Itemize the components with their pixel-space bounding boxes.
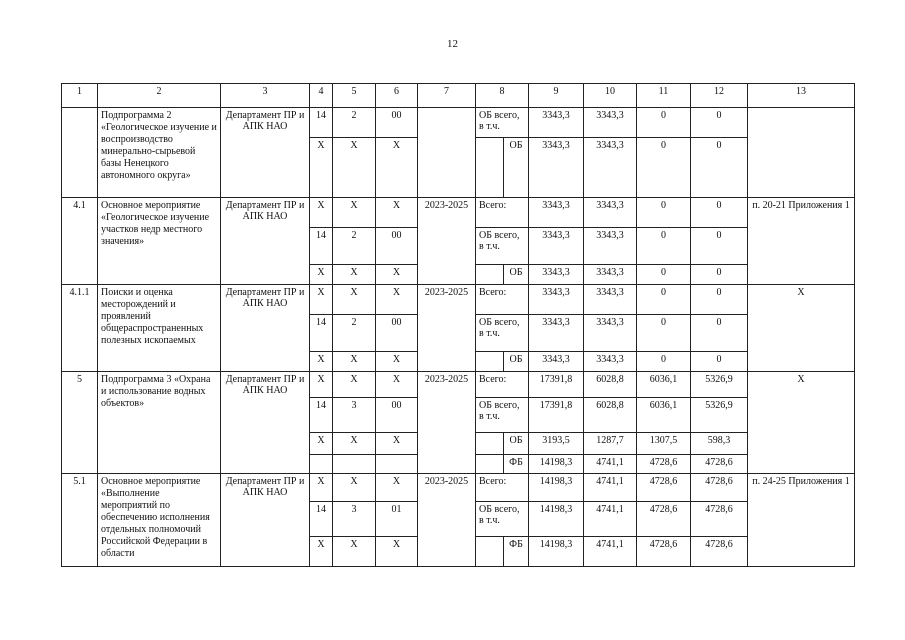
value-2024: 1307,5 <box>637 433 691 455</box>
code-cell: Х <box>333 198 376 228</box>
value-2023: 4741,1 <box>584 537 637 567</box>
code-cell: 14 <box>310 228 333 265</box>
table-row <box>62 198 855 228</box>
value-2023: 3343,3 <box>584 198 637 228</box>
value-total: 14198,3 <box>529 502 584 537</box>
code-cell: Х <box>376 474 418 502</box>
finance-source-empty <box>476 537 504 567</box>
code-cell <box>310 455 333 474</box>
col-header-4: 4 <box>310 84 333 108</box>
col-header-8: 8 <box>476 84 529 108</box>
value-total: 17391,8 <box>529 398 584 433</box>
code-cell: Х <box>333 433 376 455</box>
value-2025: 0 <box>691 352 748 372</box>
code-cell <box>333 455 376 474</box>
value-2025: 4728,6 <box>691 474 748 502</box>
finance-source-sub: ФБ <box>504 455 529 474</box>
value-total: 3343,3 <box>529 285 584 315</box>
code-cell: 00 <box>376 315 418 352</box>
value-2025: 0 <box>691 228 748 265</box>
finance-source: ОБ всего, в т.ч. <box>476 108 529 138</box>
code-cell: Х <box>310 474 333 502</box>
finance-source-sub: ОБ <box>504 433 529 455</box>
value-2024: 0 <box>637 352 691 372</box>
code-cell: 2 <box>333 315 376 352</box>
value-2024: 0 <box>637 198 691 228</box>
value-total: 14198,3 <box>529 537 584 567</box>
value-2024: 4728,6 <box>637 474 691 502</box>
reference-note: Х <box>748 285 855 372</box>
code-cell: Х <box>310 372 333 398</box>
value-total: 14198,3 <box>529 474 584 502</box>
value-2024: 6036,1 <box>637 372 691 398</box>
code-cell: Х <box>376 198 418 228</box>
table-row <box>62 285 855 315</box>
col-header-5: 5 <box>333 84 376 108</box>
event-name: Основное мероприятие «Геологическое изучение участков недр местного значения» <box>98 198 221 285</box>
department: Департамент ПР и АПК НАО <box>221 198 310 285</box>
event-name: Подпрограмма 3 «Охрана и использование водных объектов» <box>98 372 221 474</box>
code-cell: 2 <box>333 228 376 265</box>
finance-source: Всего: <box>476 285 529 315</box>
page-number: 12 <box>447 38 458 50</box>
code-cell: Х <box>310 537 333 567</box>
row-number: 4.1.1 <box>62 285 98 372</box>
value-2023: 4741,1 <box>584 502 637 537</box>
code-cell: Х <box>376 537 418 567</box>
code-cell: 00 <box>376 228 418 265</box>
value-2024: 0 <box>637 228 691 265</box>
code-cell: 14 <box>310 502 333 537</box>
department: Департамент ПР и АПК НАО <box>221 474 310 567</box>
col-header-9: 9 <box>529 84 584 108</box>
value-2023: 3343,3 <box>584 108 637 138</box>
value-2024: 4728,6 <box>637 502 691 537</box>
code-cell: 14 <box>310 398 333 433</box>
value-2024: 4728,6 <box>637 455 691 474</box>
value-2023: 3343,3 <box>584 315 637 352</box>
code-cell: Х <box>333 285 376 315</box>
col-header-6: 6 <box>376 84 418 108</box>
program-table <box>61 83 855 567</box>
value-2023: 4741,1 <box>584 455 637 474</box>
code-cell: Х <box>310 285 333 315</box>
code-cell: Х <box>376 352 418 372</box>
table-row <box>62 474 855 502</box>
code-cell <box>376 455 418 474</box>
code-cell: 14 <box>310 108 333 138</box>
value-2024: 4728,6 <box>637 537 691 567</box>
value-total: 3343,3 <box>529 228 584 265</box>
row-number: 4.1 <box>62 198 98 285</box>
value-2025: 4728,6 <box>691 455 748 474</box>
value-2025: 0 <box>691 138 748 198</box>
period: 2023-2025 <box>418 372 476 474</box>
code-cell: 14 <box>310 315 333 352</box>
finance-source-empty <box>476 352 504 372</box>
code-cell: 3 <box>333 502 376 537</box>
row-number <box>62 108 98 198</box>
finance-source: ОБ всего, в т.ч. <box>476 228 529 265</box>
value-2023: 6028,8 <box>584 372 637 398</box>
value-2023: 3343,3 <box>584 265 637 285</box>
code-cell: Х <box>376 372 418 398</box>
value-2023: 3343,3 <box>584 228 637 265</box>
col-header-11: 11 <box>637 84 691 108</box>
value-2023: 1287,7 <box>584 433 637 455</box>
table-row <box>62 108 855 138</box>
value-total: 3343,3 <box>529 315 584 352</box>
value-total: 17391,8 <box>529 372 584 398</box>
value-2023: 4741,1 <box>584 474 637 502</box>
value-2025: 5326,9 <box>691 398 748 433</box>
finance-source-sub: ОБ <box>504 265 529 285</box>
value-2025: 5326,9 <box>691 372 748 398</box>
value-total: 3343,3 <box>529 352 584 372</box>
department: Департамент ПР и АПК НАО <box>221 372 310 474</box>
value-2024: 0 <box>637 265 691 285</box>
code-cell: Х <box>310 198 333 228</box>
value-2023: 3343,3 <box>584 285 637 315</box>
row-number: 5.1 <box>62 474 98 567</box>
value-2024: 0 <box>637 285 691 315</box>
col-header-10: 10 <box>584 84 637 108</box>
code-cell: Х <box>333 138 376 198</box>
value-2024: 0 <box>637 108 691 138</box>
col-header-2: 2 <box>98 84 221 108</box>
value-2025: 0 <box>691 315 748 352</box>
finance-source: ОБ всего, в т.ч. <box>476 315 529 352</box>
code-cell: Х <box>376 285 418 315</box>
reference-note: Х <box>748 372 855 474</box>
value-2025: 4728,6 <box>691 502 748 537</box>
col-header-3: 3 <box>221 84 310 108</box>
finance-source: Всего: <box>476 474 529 502</box>
col-header-7: 7 <box>418 84 476 108</box>
finance-source: ОБ всего, в т.ч. <box>476 502 529 537</box>
col-header-13: 13 <box>748 84 855 108</box>
value-2024: 0 <box>637 138 691 198</box>
finance-source-sub: ОБ <box>504 352 529 372</box>
value-total: 3343,3 <box>529 198 584 228</box>
value-total: 3343,3 <box>529 138 584 198</box>
value-2025: 0 <box>691 108 748 138</box>
code-cell: Х <box>333 265 376 285</box>
value-total: 3343,3 <box>529 265 584 285</box>
table-row <box>62 372 855 398</box>
value-2025: 0 <box>691 285 748 315</box>
code-cell: Х <box>310 265 333 285</box>
value-2023: 3343,3 <box>584 138 637 198</box>
value-2025: 598,3 <box>691 433 748 455</box>
value-2025: 4728,6 <box>691 537 748 567</box>
period: 2023-2025 <box>418 285 476 372</box>
event-name: Подпрограмма 2 «Геологическое изучение и воспроизводство минерально-сырьевой базы Ненецкого автономного округа» <box>98 108 221 198</box>
code-cell: Х <box>376 265 418 285</box>
period: 2023-2025 <box>418 474 476 567</box>
finance-source: ОБ всего, в т.ч. <box>476 398 529 433</box>
code-cell: Х <box>333 537 376 567</box>
finance-source-empty <box>476 455 504 474</box>
value-2023: 6028,8 <box>584 398 637 433</box>
col-header-12: 12 <box>691 84 748 108</box>
code-cell: 3 <box>333 398 376 433</box>
code-cell: 01 <box>376 502 418 537</box>
reference-note: п. 24-25 Приложения 1 <box>748 474 855 567</box>
finance-source-sub: ОБ <box>504 138 529 198</box>
department: Департамент ПР и АПК НАО <box>221 108 310 198</box>
value-total: 3343,3 <box>529 108 584 138</box>
code-cell: 00 <box>376 108 418 138</box>
value-2024: 0 <box>637 315 691 352</box>
code-cell: 00 <box>376 398 418 433</box>
period <box>418 108 476 198</box>
code-cell: Х <box>310 433 333 455</box>
value-total: 3193,5 <box>529 433 584 455</box>
code-cell: Х <box>333 372 376 398</box>
value-2025: 0 <box>691 265 748 285</box>
finance-source-empty <box>476 433 504 455</box>
code-cell: Х <box>333 352 376 372</box>
department: Департамент ПР и АПК НАО <box>221 285 310 372</box>
code-cell: Х <box>376 433 418 455</box>
value-2025: 0 <box>691 198 748 228</box>
col-header-1: 1 <box>62 84 98 108</box>
finance-source-empty <box>476 265 504 285</box>
finance-source-sub: ФБ <box>504 537 529 567</box>
value-2023: 3343,3 <box>584 352 637 372</box>
code-cell: 2 <box>333 108 376 138</box>
code-cell: Х <box>376 138 418 198</box>
event-name: Основное мероприятие «Выполнение мероприятий по обеспечению исполнения отдельных полномочий Российской Федерации в области <box>98 474 221 567</box>
finance-source: Всего: <box>476 198 529 228</box>
row-number: 5 <box>62 372 98 474</box>
event-name: Поиски и оценка месторождений и проявлений общераспространенных полезных ископаемых <box>98 285 221 372</box>
value-total: 14198,3 <box>529 455 584 474</box>
value-2024: 6036,1 <box>637 398 691 433</box>
reference-note <box>748 108 855 198</box>
code-cell: Х <box>310 352 333 372</box>
reference-note: п. 20-21 Приложения 1 <box>748 198 855 285</box>
finance-source: Всего: <box>476 372 529 398</box>
code-cell: Х <box>333 474 376 502</box>
finance-source-empty <box>476 138 504 198</box>
code-cell: Х <box>310 138 333 198</box>
header-row <box>62 84 855 108</box>
period: 2023-2025 <box>418 198 476 285</box>
